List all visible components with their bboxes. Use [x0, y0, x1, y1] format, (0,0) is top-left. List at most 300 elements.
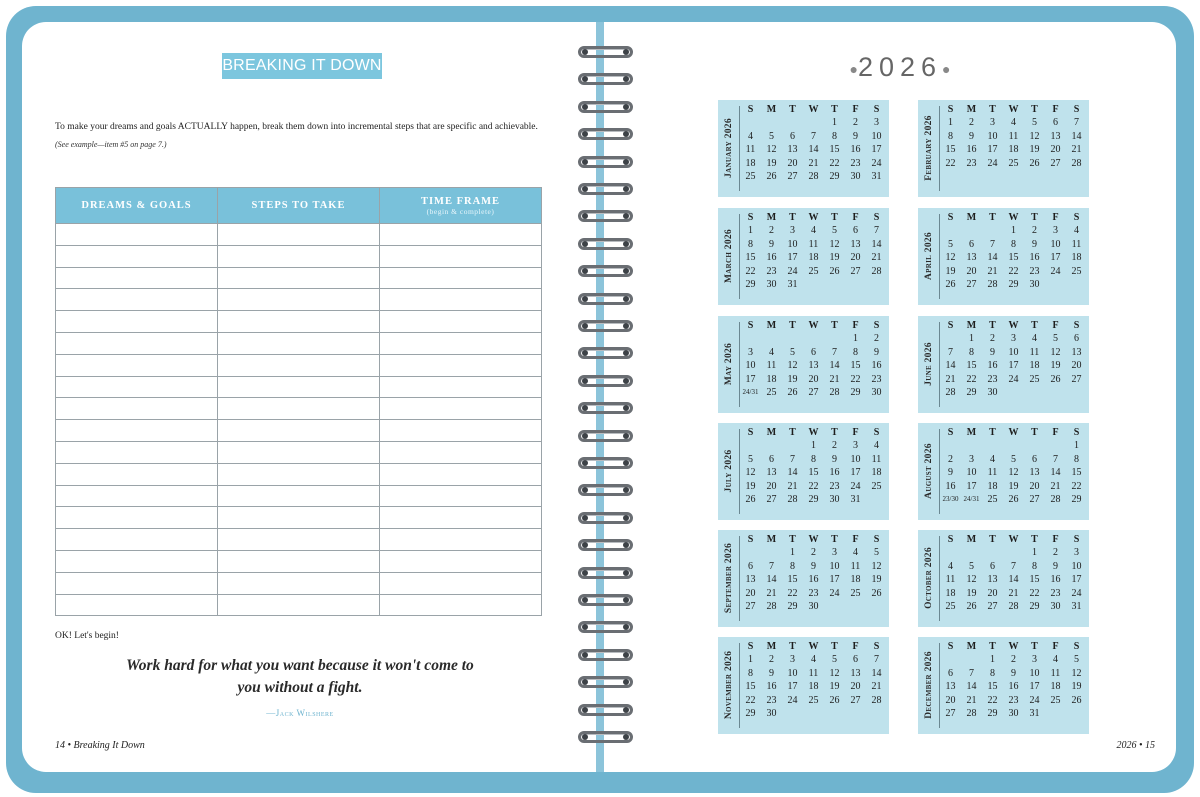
spiral-ring — [578, 567, 633, 581]
day-cell: 2 — [969, 117, 974, 129]
table-cell[interactable] — [56, 311, 218, 333]
table-cell[interactable] — [56, 354, 218, 376]
day-cell: 26 — [745, 493, 756, 505]
day-cell: 5 — [1011, 453, 1016, 465]
day-cell — [1024, 386, 1045, 399]
day-cell: 11 — [1008, 130, 1019, 142]
day-cell: 3 — [874, 117, 879, 129]
day-cell: 30 — [1008, 707, 1019, 719]
table-cell[interactable] — [380, 376, 542, 398]
day-cell: 13 — [1071, 346, 1082, 358]
table-row — [56, 267, 542, 289]
weekday-label: T — [789, 104, 796, 115]
table-row — [56, 485, 542, 507]
week-row — [940, 480, 1087, 493]
weekday-label: W — [1008, 212, 1019, 223]
day-cell: 8 — [748, 667, 753, 679]
weekday-label: F — [1052, 212, 1059, 223]
day-cell: 2 — [769, 225, 774, 237]
day-cell: 16 — [829, 467, 840, 479]
table-cell[interactable] — [380, 267, 542, 289]
day-cell: 15 — [745, 252, 756, 264]
table-cell[interactable] — [56, 507, 218, 529]
day-cell: 26 — [1029, 157, 1040, 169]
month-label: September 2026 — [724, 542, 734, 614]
table-cell[interactable] — [218, 224, 380, 246]
weekday-label: M — [966, 641, 977, 652]
spiral-ring — [578, 347, 633, 361]
table-cell[interactable] — [380, 485, 542, 507]
day-cell: 25 — [808, 694, 819, 706]
table-cell[interactable] — [56, 572, 218, 594]
spiral-ring — [578, 238, 633, 252]
day-cell: 2 — [832, 440, 837, 452]
day-cell: 15 — [966, 360, 977, 372]
table-cell[interactable] — [380, 572, 542, 594]
week-row — [940, 466, 1087, 479]
day-cell: 18 — [871, 467, 882, 479]
weekday-label: T — [1031, 320, 1038, 331]
day-cell: 29 — [966, 386, 977, 398]
day-cell: 1 — [948, 117, 953, 129]
table-cell[interactable] — [56, 267, 218, 289]
day-cell: 11 — [766, 360, 777, 372]
day-cell: 28 — [871, 694, 882, 706]
col-time-frame: TIME FRAME (begin & complete) — [380, 188, 542, 224]
day-cell: 9 — [948, 467, 953, 479]
spiral-ring — [578, 156, 633, 170]
day-cell: 14 — [966, 681, 977, 693]
goals-table-header — [56, 188, 542, 224]
day-cell: 6 — [769, 453, 774, 465]
day-cell — [761, 546, 782, 559]
day-cell: 29 — [987, 707, 998, 719]
day-cell: 18 — [808, 252, 819, 264]
day-cell — [1066, 278, 1087, 291]
day-cell: 14 — [808, 144, 819, 156]
day-cell: 21 — [987, 265, 998, 277]
table-cell[interactable] — [380, 463, 542, 485]
day-cell: 18 — [1008, 144, 1019, 156]
day-cell: 17 — [871, 144, 882, 156]
weekday-label: T — [789, 641, 796, 652]
table-cell[interactable] — [380, 529, 542, 551]
day-cell: 9 — [969, 130, 974, 142]
weekday-label: T — [831, 427, 838, 438]
table-cell[interactable] — [56, 463, 218, 485]
footer-right: 2026 • 15 — [1116, 740, 1155, 751]
day-cell: 1 — [748, 654, 753, 666]
year-title: ●2026● — [849, 52, 951, 82]
table-cell[interactable] — [56, 289, 218, 311]
day-cell: 10 — [829, 560, 840, 572]
week-row — [740, 346, 887, 359]
day-cell: 3 — [790, 654, 795, 666]
day-cell: 2 — [874, 333, 879, 345]
day-cell: 10 — [745, 360, 756, 372]
table-cell[interactable] — [218, 550, 380, 572]
day-cell: 24/31 — [963, 494, 980, 503]
week-row — [940, 265, 1087, 278]
table-cell[interactable] — [380, 311, 542, 333]
week-row — [740, 278, 887, 291]
weekday-label: F — [852, 104, 859, 115]
weekday-label: M — [766, 212, 777, 223]
table-cell[interactable] — [218, 594, 380, 616]
month-label: December 2026 — [924, 651, 934, 719]
table-cell[interactable] — [380, 594, 542, 616]
table-cell[interactable] — [56, 550, 218, 572]
weekday-label: W — [1008, 534, 1019, 545]
weekday-label: T — [989, 534, 996, 545]
table-cell[interactable] — [380, 420, 542, 442]
week-row — [740, 386, 887, 399]
day-cell: 29 — [1029, 600, 1040, 612]
table-cell[interactable] — [218, 420, 380, 442]
week-row — [740, 439, 887, 452]
table-cell[interactable] — [218, 332, 380, 354]
table-cell[interactable] — [380, 289, 542, 311]
day-cell: 20 — [966, 265, 977, 277]
spiral-ring — [578, 676, 633, 690]
day-cell: 1 — [1032, 547, 1037, 559]
day-cell: 7 — [948, 346, 953, 358]
day-cell: 2 — [948, 453, 953, 465]
table-cell[interactable] — [380, 224, 542, 246]
day-cell: 22 — [787, 587, 798, 599]
day-cell: 10 — [1029, 667, 1040, 679]
month-label: March 2026 — [724, 229, 734, 283]
weekday-label: F — [852, 320, 859, 331]
day-cell: 11 — [1050, 667, 1061, 679]
week-row — [940, 453, 1087, 466]
day-cell: 15 — [850, 360, 861, 372]
weekday-label: T — [831, 212, 838, 223]
intro-subtext: (See example—item #5 on page 7.) — [55, 140, 167, 149]
day-cell: 23 — [1008, 694, 1019, 706]
table-cell[interactable] — [218, 267, 380, 289]
day-cell: 6 — [1053, 117, 1058, 129]
day-cell: 8 — [1074, 453, 1079, 465]
day-cell: 30 — [1029, 278, 1040, 290]
month-grid — [740, 211, 887, 291]
day-cell: 2 — [811, 547, 816, 559]
day-cell: 3 — [1053, 225, 1058, 237]
day-cell: 5 — [948, 238, 953, 250]
day-cell: 17 — [1071, 574, 1082, 586]
day-cell: 15 — [987, 681, 998, 693]
day-cell: 13 — [745, 574, 756, 586]
table-cell[interactable] — [218, 376, 380, 398]
table-cell[interactable] — [56, 529, 218, 551]
day-cell: 5 — [832, 654, 837, 666]
day-cell: 28 — [966, 707, 977, 719]
table-cell[interactable] — [380, 550, 542, 572]
day-cell: 14 — [829, 360, 840, 372]
day-cell: 26 — [966, 600, 977, 612]
day-cell: 26 — [871, 587, 882, 599]
table-row — [56, 354, 542, 376]
table-cell[interactable] — [56, 224, 218, 246]
day-cell: 17 — [1008, 360, 1019, 372]
table-cell[interactable] — [380, 245, 542, 267]
day-cell: 27 — [850, 694, 861, 706]
day-cell: 12 — [787, 360, 798, 372]
table-cell[interactable] — [218, 485, 380, 507]
day-cell: 17 — [787, 252, 798, 264]
day-cell: 21 — [766, 587, 777, 599]
day-cell: 3 — [1011, 333, 1016, 345]
table-cell[interactable] — [218, 441, 380, 463]
table-cell[interactable] — [380, 441, 542, 463]
day-cell: 14 — [871, 238, 882, 250]
day-cell — [940, 653, 961, 666]
table-row — [56, 441, 542, 463]
day-cell: 24 — [1029, 694, 1040, 706]
day-cell: 12 — [745, 467, 756, 479]
week-row — [740, 480, 887, 493]
weekday-label: S — [747, 641, 754, 652]
day-cell: 24 — [871, 157, 882, 169]
day-cell — [782, 707, 803, 720]
table-cell[interactable] — [56, 245, 218, 267]
weekday-header — [940, 426, 1087, 439]
day-cell: 12 — [966, 574, 977, 586]
day-cell: 2 — [769, 654, 774, 666]
weekday-label: S — [947, 427, 954, 438]
day-cell — [1045, 278, 1066, 291]
weekday-label: S — [1073, 427, 1080, 438]
day-cell: 11 — [871, 453, 882, 465]
day-cell — [824, 600, 845, 613]
table-cell[interactable] — [56, 376, 218, 398]
day-cell: 28 — [871, 265, 882, 277]
week-row — [740, 157, 887, 170]
day-cell: 14 — [871, 667, 882, 679]
day-cell — [761, 332, 782, 345]
day-cell: 11 — [945, 574, 956, 586]
day-cell: 20 — [1050, 144, 1061, 156]
table-cell[interactable] — [380, 354, 542, 376]
day-cell: 10 — [966, 467, 977, 479]
table-cell[interactable] — [218, 354, 380, 376]
table-cell[interactable] — [218, 507, 380, 529]
weekday-label: M — [766, 534, 777, 545]
table-cell[interactable] — [218, 398, 380, 420]
goals-table — [55, 187, 542, 616]
day-cell: 1 — [990, 654, 995, 666]
day-cell: 10 — [850, 453, 861, 465]
table-cell[interactable] — [56, 398, 218, 420]
weekday-label: T — [1031, 212, 1038, 223]
day-cell: 9 — [811, 560, 816, 572]
weekday-label: W — [808, 641, 819, 652]
day-cell: 16 — [1029, 252, 1040, 264]
week-row — [740, 653, 887, 666]
week-row — [740, 116, 887, 129]
weekday-header — [740, 103, 887, 116]
day-cell: 17 — [1050, 252, 1061, 264]
day-cell: 16 — [850, 144, 861, 156]
weekday-label: T — [789, 534, 796, 545]
day-cell: 5 — [969, 560, 974, 572]
weekday-header — [940, 319, 1087, 332]
table-cell[interactable] — [218, 311, 380, 333]
month-label: January 2026 — [724, 118, 734, 178]
weekday-label: W — [808, 320, 819, 331]
table-cell[interactable] — [380, 507, 542, 529]
day-cell: 28 — [1071, 157, 1082, 169]
day-cell: 28 — [766, 600, 777, 612]
weekday-label: W — [1008, 427, 1019, 438]
weekday-label: S — [1073, 104, 1080, 115]
week-row — [740, 238, 887, 251]
table-row — [56, 594, 542, 616]
day-cell — [740, 332, 761, 345]
table-cell[interactable] — [56, 485, 218, 507]
day-cell: 29 — [787, 600, 798, 612]
day-cell: 30 — [766, 707, 777, 719]
table-cell[interactable] — [218, 245, 380, 267]
weekday-label: T — [1031, 104, 1038, 115]
day-cell — [961, 439, 982, 452]
day-cell: 16 — [766, 252, 777, 264]
day-cell: 17 — [850, 467, 861, 479]
day-cell: 20 — [850, 681, 861, 693]
weekday-label: S — [1073, 641, 1080, 652]
week-row — [740, 332, 887, 345]
day-cell: 25 — [766, 386, 777, 398]
day-cell: 5 — [1053, 333, 1058, 345]
day-cell — [940, 546, 961, 559]
day-cell: 23 — [766, 694, 777, 706]
day-cell: 3 — [969, 453, 974, 465]
day-cell: 7 — [1053, 453, 1058, 465]
day-cell: 2 — [1011, 654, 1016, 666]
spiral-ring — [578, 46, 633, 60]
day-cell: 1 — [1074, 440, 1079, 452]
day-cell: 7 — [969, 667, 974, 679]
day-cell: 15 — [745, 681, 756, 693]
day-cell: 8 — [832, 130, 837, 142]
table-cell[interactable] — [218, 463, 380, 485]
day-cell: 10 — [787, 667, 798, 679]
intro-text: To make your dreams and goals ACTUALLY happen, break them down into incremental steps that are specific and achievable. — [55, 122, 538, 132]
day-cell: 21 — [808, 157, 819, 169]
day-cell: 9 — [990, 346, 995, 358]
week-row — [940, 546, 1087, 559]
table-cell[interactable] — [56, 594, 218, 616]
weekday-label: W — [1008, 641, 1019, 652]
day-cell: 24 — [850, 480, 861, 492]
day-cell: 6 — [790, 130, 795, 142]
day-cell: 4 — [1053, 654, 1058, 666]
day-cell: 27 — [808, 386, 819, 398]
day-cell: 19 — [745, 480, 756, 492]
weekday-label: F — [1052, 104, 1059, 115]
day-cell: 26 — [945, 278, 956, 290]
day-cell: 18 — [808, 681, 819, 693]
table-cell[interactable] — [56, 441, 218, 463]
day-cell: 4 — [1074, 225, 1079, 237]
week-row — [940, 694, 1087, 707]
day-cell — [961, 224, 982, 237]
weekday-label: F — [852, 212, 859, 223]
week-row — [940, 359, 1087, 372]
day-cell: 18 — [1050, 681, 1061, 693]
table-row — [56, 224, 542, 246]
weekday-label: T — [1031, 641, 1038, 652]
day-cell: 24 — [787, 694, 798, 706]
day-cell: 10 — [987, 130, 998, 142]
day-cell: 15 — [787, 574, 798, 586]
day-cell: 19 — [1071, 681, 1082, 693]
day-cell: 24 — [987, 157, 998, 169]
day-cell — [782, 332, 803, 345]
weekday-label: W — [808, 534, 819, 545]
table-cell[interactable] — [218, 572, 380, 594]
spiral-ring — [578, 512, 633, 526]
table-cell[interactable] — [218, 529, 380, 551]
day-cell: 30 — [766, 278, 777, 290]
spiral-ring — [578, 402, 633, 416]
week-row — [940, 251, 1087, 264]
spiral-ring — [578, 320, 633, 334]
day-cell: 12 — [829, 238, 840, 250]
day-cell: 19 — [829, 252, 840, 264]
weekday-label: S — [947, 212, 954, 223]
day-cell: 24 — [1008, 373, 1019, 385]
table-cell[interactable] — [380, 332, 542, 354]
week-row — [740, 130, 887, 143]
table-row — [56, 420, 542, 442]
day-cell: 6 — [969, 238, 974, 250]
day-cell: 19 — [1008, 480, 1019, 492]
day-cell: 22 — [850, 373, 861, 385]
day-cell: 20 — [1029, 480, 1040, 492]
spiral-ring — [578, 293, 633, 307]
day-cell: 31 — [850, 493, 861, 505]
week-row — [940, 560, 1087, 573]
weekday-label: T — [831, 641, 838, 652]
day-cell: 8 — [811, 453, 816, 465]
weekday-header — [740, 211, 887, 224]
table-cell[interactable] — [56, 332, 218, 354]
day-cell: 27 — [987, 600, 998, 612]
day-cell: 20 — [850, 252, 861, 264]
weekday-label: T — [1031, 427, 1038, 438]
day-cell: 27 — [1029, 493, 1040, 505]
day-cell: 24/31 — [742, 387, 759, 396]
time-frame-subtext: (begin & complete) — [426, 206, 495, 216]
day-cell: 4 — [769, 346, 774, 358]
weekday-header — [940, 640, 1087, 653]
month-label: November 2026 — [724, 650, 734, 720]
day-cell: 20 — [945, 694, 956, 706]
day-cell: 4 — [1032, 333, 1037, 345]
table-cell[interactable] — [56, 420, 218, 442]
day-cell: 22 — [945, 157, 956, 169]
weekday-label: S — [873, 212, 880, 223]
table-cell[interactable] — [380, 398, 542, 420]
day-cell: 27 — [966, 278, 977, 290]
month-grid — [940, 103, 1087, 170]
day-cell: 6 — [853, 654, 858, 666]
table-cell[interactable] — [218, 289, 380, 311]
weekday-header — [940, 533, 1087, 546]
day-cell — [940, 332, 961, 345]
day-cell: 25 — [808, 265, 819, 277]
